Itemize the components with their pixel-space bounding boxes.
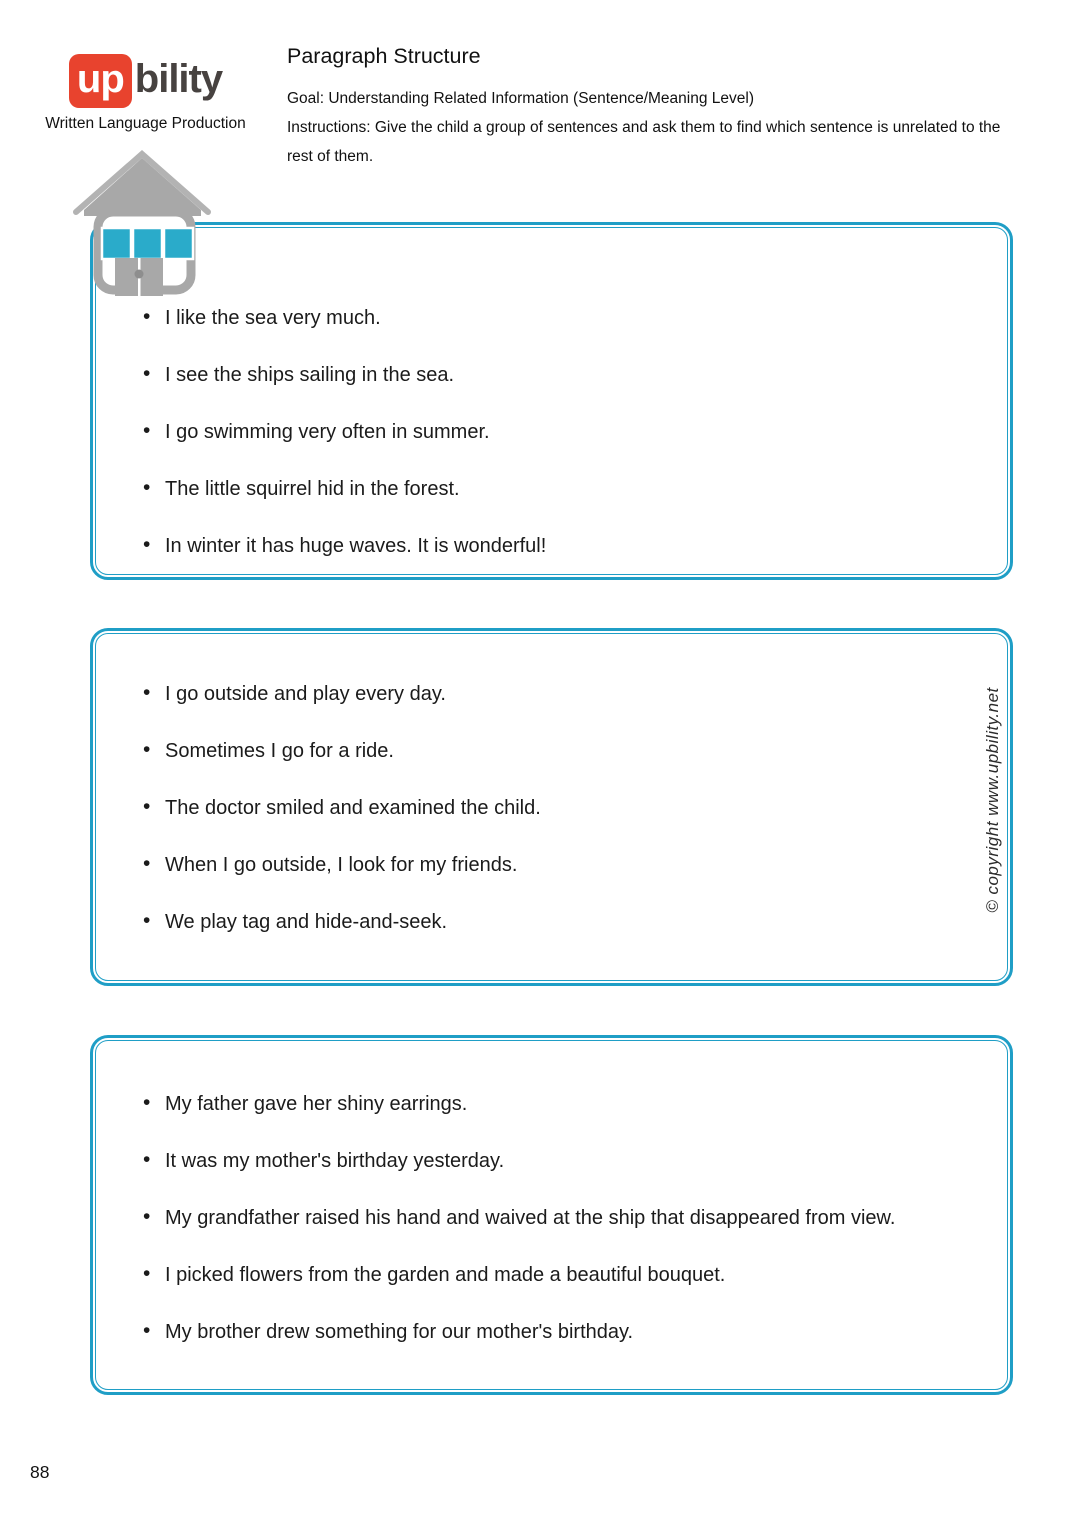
sentence-item: • I go outside and play every day. [141, 682, 994, 706]
logo-up-badge: up [69, 54, 132, 108]
page-title: Paragraph Structure [287, 44, 481, 68]
sentence-item: • My grandfather raised his hand and waived at the ship that disappeared from view. [141, 1206, 994, 1230]
sentence-item: • I like the sea very much. [141, 306, 994, 330]
sentence-box-3 [90, 1035, 1013, 1395]
brand-subtitle: Written Language Production [45, 115, 246, 132]
sentence-item: • I go swimming very often in summer. [141, 420, 994, 444]
instructions-text: Instructions: Give the child a group of sentences and ask them to find which sentence is unrelated to the rest of them. [287, 119, 1001, 165]
house-icon [72, 150, 217, 302]
sentence-box-1 [90, 222, 1013, 580]
sentence-list [93, 1038, 1010, 1344]
upbility-logo [69, 54, 222, 108]
sentence-item: • My father gave her shiny earrings. [141, 1092, 994, 1116]
sentence-item: • It was my mother's birthday yesterday. [141, 1149, 994, 1173]
goal-text: Goal: Understanding Related Information (Sentence/Meaning Level) [287, 90, 754, 107]
sentence-item: • We play tag and hide-and-seek. [141, 910, 994, 934]
copyright-vertical-text: © copyright www.upbility.net [983, 687, 1002, 913]
worksheet-header [287, 44, 1002, 171]
logo-bility-text: bility [134, 57, 223, 101]
sentence-list [93, 631, 1010, 934]
sentence-item: • When I go outside, I look for my friends. [141, 853, 994, 877]
brand-block [18, 54, 273, 133]
sentence-item: • I picked flowers from the garden and made a beautiful bouquet. [141, 1263, 994, 1287]
sentence-list [93, 225, 1010, 558]
sentence-item: • The doctor smiled and examined the child. [141, 796, 994, 820]
sentence-item: • My brother drew something for our mother's birthday. [141, 1320, 994, 1344]
page-number: 88 [30, 1462, 50, 1482]
sentence-item: • Sometimes I go for a ride. [141, 739, 994, 763]
sentence-box-2 [90, 628, 1013, 986]
sentence-item: • I see the ships sailing in the sea. [141, 363, 994, 387]
sentence-item: • In winter it has huge waves. It is wonderful! [141, 534, 994, 558]
sentence-item: • The little squirrel hid in the forest. [141, 477, 994, 501]
